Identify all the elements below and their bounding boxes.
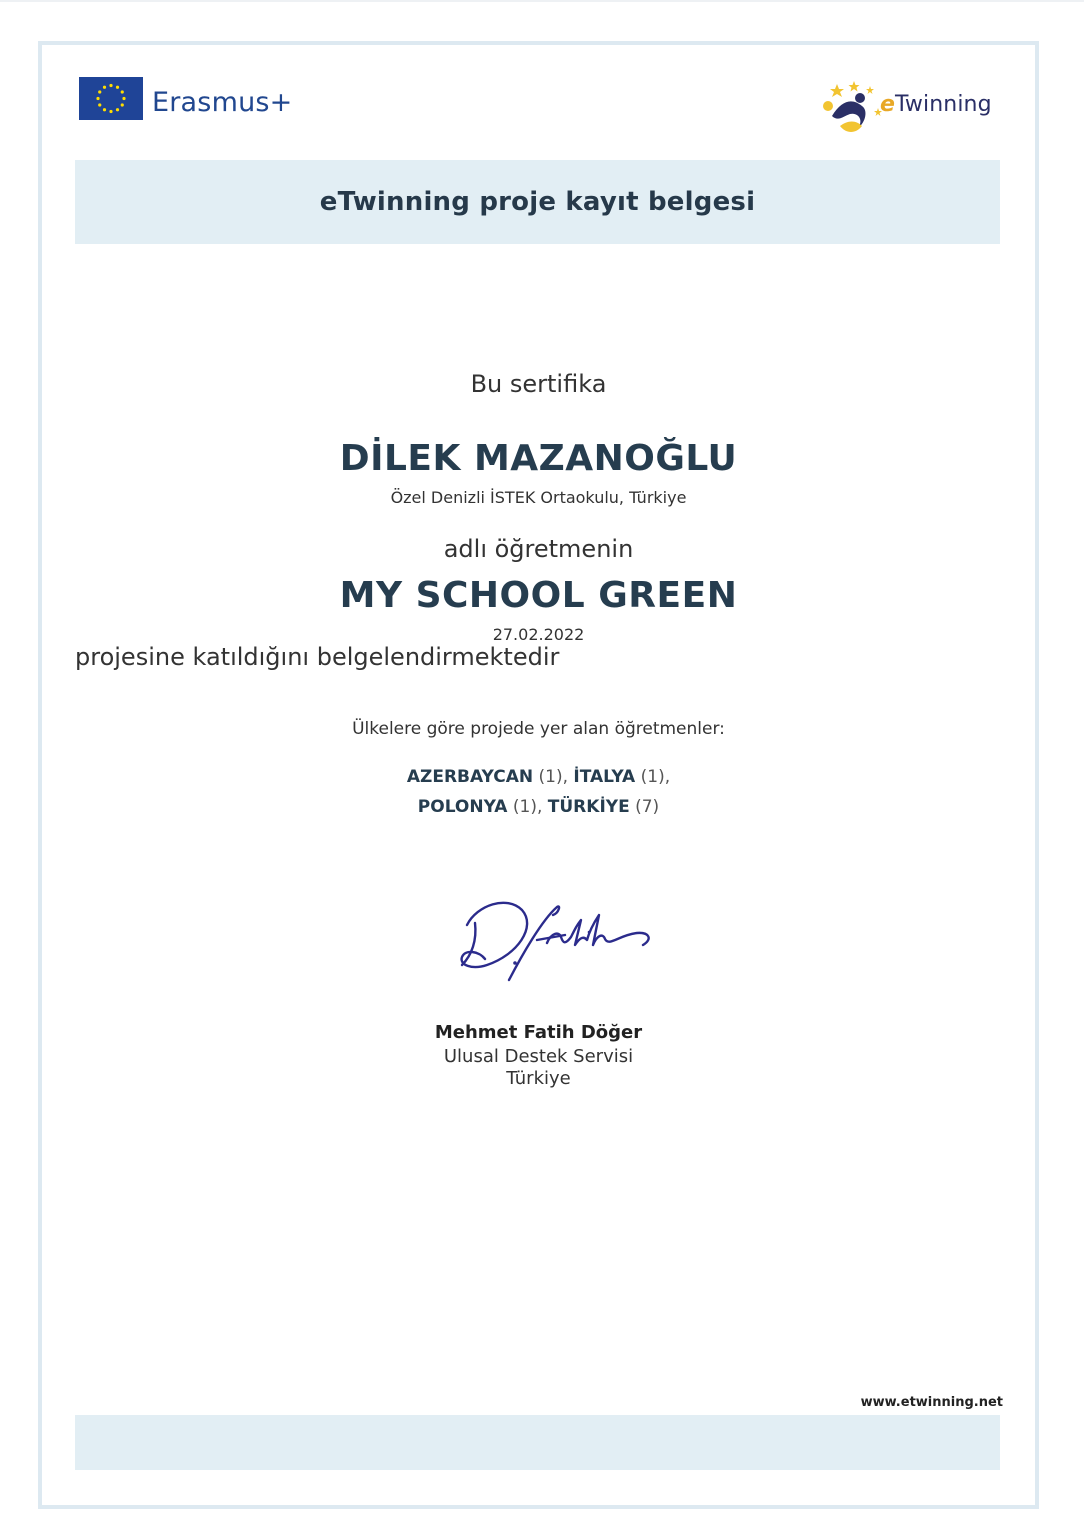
eu-star-icon xyxy=(122,97,125,100)
eu-flag-icon xyxy=(79,77,143,120)
signer-country: Türkiye xyxy=(506,1068,571,1089)
eu-star-icon xyxy=(121,103,124,106)
certificate-frame xyxy=(38,41,1039,1509)
website-link[interactable]: www.etwinning.net xyxy=(860,1395,1003,1410)
project-date: 27.02.2022 xyxy=(492,625,585,644)
teacher-name: DİLEK MAZANOĞLU xyxy=(339,438,738,479)
eu-star-icon xyxy=(103,86,106,89)
signature-image xyxy=(447,885,657,985)
eu-star-icon xyxy=(96,97,99,100)
certificate-title: eTwinning proje kayıt belgesi xyxy=(319,187,756,217)
top-divider xyxy=(0,0,1084,2)
eu-star-icon xyxy=(116,86,119,89)
countries-row-1: AZERBAYCAN (1), İTALYA (1), xyxy=(406,767,671,787)
erasmus-label: Erasmus+ xyxy=(152,87,293,118)
eu-star-icon xyxy=(121,90,124,93)
confirmation-text: projesine katıldığını belgelendirmektedir xyxy=(75,643,560,671)
intro-text: Bu sertifika xyxy=(470,370,607,398)
etwinning-stars-icon xyxy=(818,76,884,138)
eu-star-icon xyxy=(103,108,106,111)
signer-name: Mehmet Fatih Döğer xyxy=(434,1022,643,1043)
countries-title: Ülkelere göre projede yer alan öğretmenler: xyxy=(352,719,725,739)
country-name: AZERBAYCAN xyxy=(406,767,534,787)
title-band xyxy=(75,160,1000,244)
eu-star-icon xyxy=(109,110,112,113)
etwinning-logo xyxy=(818,76,992,138)
country-name: İTALYA xyxy=(573,767,636,787)
country-name: POLONYA xyxy=(417,797,508,817)
country-count: (7) xyxy=(635,797,660,817)
teacher-suffix: adlı öğretmenin xyxy=(443,535,634,563)
etwinning-label: eTwinning xyxy=(880,91,992,117)
signer-role: Ulusal Destek Servisi xyxy=(443,1046,634,1067)
project-name: MY SCHOOL GREEN xyxy=(339,575,738,616)
eu-star-icon xyxy=(98,103,101,106)
eu-star-icon xyxy=(116,108,119,111)
country-count: (1) xyxy=(512,797,537,817)
erasmus-logo xyxy=(79,77,292,120)
school-name: Özel Denizli İSTEK Ortaokulu, Türkiye xyxy=(390,488,687,507)
country-count: (1) xyxy=(538,767,563,787)
eu-star-icon xyxy=(109,84,112,87)
country-name: TÜRKİYE xyxy=(547,797,630,817)
eu-star-icon xyxy=(98,90,101,93)
country-count: (1) xyxy=(640,767,665,787)
footer-band xyxy=(75,1415,1000,1470)
countries-row-2: POLONYA (1), TÜRKİYE (7) xyxy=(417,797,660,817)
